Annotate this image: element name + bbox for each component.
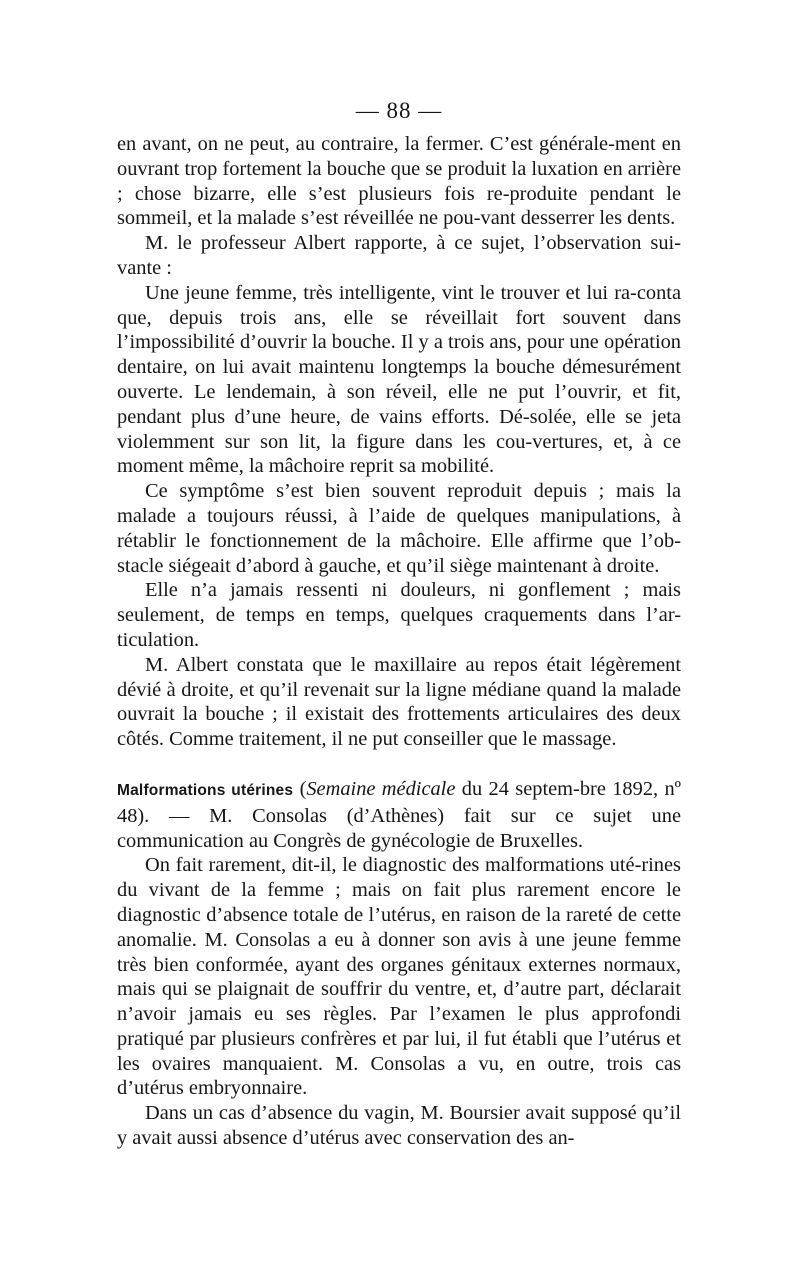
page-number: — 88 — xyxy=(355,98,443,123)
section-lead-paragraph xyxy=(117,777,681,853)
section-open-paren: ( xyxy=(293,777,307,800)
paragraph-albert-intro: M. le professeur Albert rapporte, à ce sujet, l’observation sui-vante : xyxy=(117,232,681,279)
section-spacer xyxy=(117,752,681,777)
journal-reference: Semaine médicale xyxy=(306,777,456,800)
paragraph-diagnosis: On fait rarement, dit-il, le diagnostic des malformations uté-rines du vivant de la femme ; mais on fait plus rarement encore le diagnostic d’absence totale de l’utérus, en raison de la rareté de cette anomalie. M. Consolas a eu à donner son avis à une jeune femme très bien conformée, ayant des organes génitaux externes normaux, mais qui se plaignait de souffrir du ventre, et, d’autre part, déclarait n’avoir jamais eu ses règles. Par l’examen le plus approfondi pratiqué par plusieurs confrères et par lui, il fut établi que l’utérus et les ovaires manquaient. M. Consolas a vu, en outre, trois cas d’utérus embryonnaire. xyxy=(117,854,681,1100)
paragraph-examination: M. Albert constata que le maxillaire au repos était légèrement dévié à droite, et qu’il revenait sur la ligne médiane quand la malade ouvrait la bouche ; il existait des frottements articulaires des deux côtés. Comme traitement, il ne put conseiller que le massage. xyxy=(117,653,681,751)
section-title: Malformations utérines xyxy=(117,781,294,799)
book-page xyxy=(117,96,681,1151)
paragraph-continuation: en avant, on ne peut, au contraire, la fermer. C’est générale-ment en ouvrant trop fortement la bouche que se produit la luxation en arrière ; chose bizarre, elle s’est plusieurs fois re-produite pendant le sommeil, et la malade s’est réveillée ne pou-vant desserrer les dents. xyxy=(117,133,681,230)
paragraph-symptom: Ce symptôme s’est bien souvent reproduit depuis ; mais la malade a toujours réussi, à l’aide de quelques manipulations, à rétablir le fonctionnement de la mâchoire. Elle affirme que l’ob-stacle siégeait d’abord à gauche, et qu’il siège maintenant à droite. xyxy=(117,480,681,577)
paragraph-no-pain: Elle n’a jamais ressenti ni douleurs, ni gonflement ; mais seulement, de temps en temps, quelques craquements dans l’ar-ticulation. xyxy=(117,579,681,651)
section-lead-text: du 24 septem-bre 1892, nº 48). — M. Consolas (d’Athènes) fait sur ce sujet une communication au Congrès de gynécologie de Bruxelles. xyxy=(117,777,681,852)
paragraph-vagina-case: Dans un cas d’absence du vagin, M. Boursier avait supposé qu’il y avait aussi absence d’utérus avec conservation des an- xyxy=(117,1102,681,1150)
paragraph-case-story: Une jeune femme, très intelligente, vint le trouver et lui ra-conta que, depuis trois ans, elle se réveillait fort souvent dans l’impossibilité d’ouvrir la bouche. Il y a trois ans, pour une opération dentaire, on lui avait maintenu longtemps la bouche démesurément ouverte. Le lendemain, à son réveil, elle ne put l’ouvrir, et fit, pendant plus d’une heure, de vains efforts. Dé-solée, elle se jeta violemment sur son lit, la figure dans les cou-vertures, et, à ce moment même, la mâchoire reprit sa mobilité. xyxy=(117,281,681,478)
